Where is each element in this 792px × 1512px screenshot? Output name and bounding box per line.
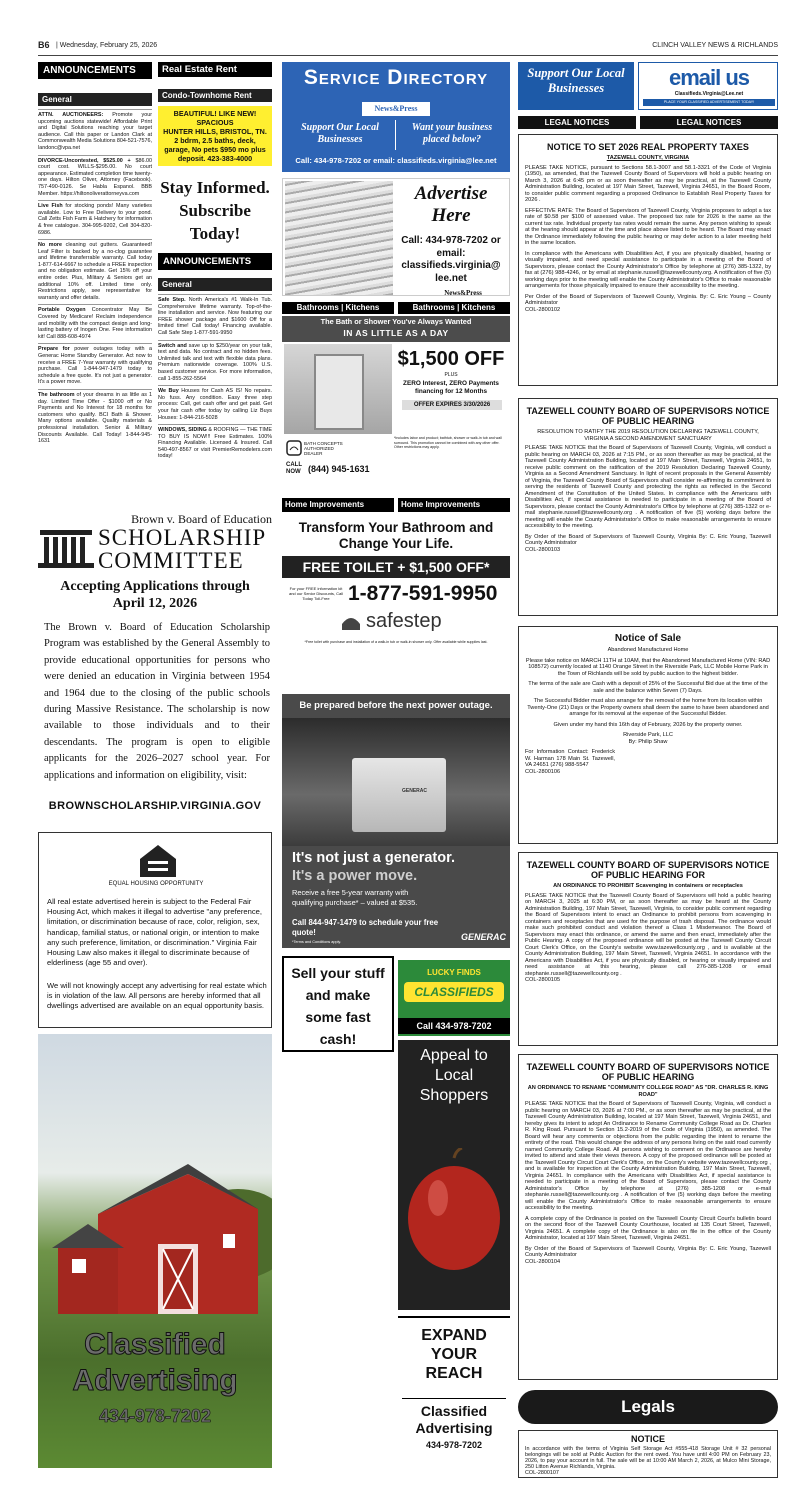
notice-second-amendment bbox=[518, 398, 778, 616]
classifieds-column bbox=[38, 62, 152, 448]
notice-col-number: COL-2800105 bbox=[525, 977, 561, 983]
generac-line1: It's not just a generator. bbox=[292, 850, 455, 866]
stay-line: Stay Informed. bbox=[160, 178, 270, 197]
section-heading: Real Estate Rent bbox=[158, 62, 272, 77]
appeal-text: Appeal to Local Shoppers bbox=[419, 1047, 489, 1104]
housing-text-2: We will not knowingly accept any advertising for real estate which is in violation of the law. All persons are hereby informed that all dwellings advertised are available on an equal opportunity basis. bbox=[47, 981, 267, 1011]
bath-banner bbox=[282, 316, 510, 342]
classified-ad bbox=[38, 200, 152, 236]
expand-line: REACH bbox=[425, 1365, 483, 1382]
directory-right-text: Want your business placed below? bbox=[411, 122, 493, 145]
email-us-box bbox=[638, 62, 778, 110]
notice-paragraph: PLEASE TAKE NOTICE that the Board of Supervisors of Tazewell County, Virginia, will conduct a public hearing on MARCH 03, 2026 at 7:15 PM., or as soon thereafter as may be practical, at the Tazewell County Administration Building, located at 197 Main Street, Tazewell, Virginia 24651, to receive public comment on the ratification of the 2019 Resolution Declaring Tazewell County, Virginia as a Second Amendment Sanctuary. In light of recent proposals in the General Assembly of Virginia, the Tazewell County Board of Supervisors shall consider re-affirming its commitment to serving the residents of Tazewell County and protecting the rights as reflected in the Second Amendment of the Constitution of the United States. In compliance with the Americans with Disabilities Act, if special assistance is needed to participate in a meeting of the Board of Supervisors, please contact the County Administrator's Office by telephone at (276) 385-1322 or e-mail stephanie.russell@tazewellcounty.org . A notification of five (5) working days before the meeting will enable the County Administrator's Office to make reasonable arrangements to ensure accessibility to the meeting. bbox=[525, 445, 771, 529]
service-directory bbox=[282, 62, 510, 172]
bath-fineprint: *Includes labor and product; bathtub, shower or walk-in tub and wall surround. This promotion cannot be combined with any other offer. Other restrictions may apply. bbox=[394, 436, 502, 450]
classified-ad bbox=[38, 155, 152, 198]
safestep-headline: Transform Your Bathroom and Change Your Life. bbox=[298, 520, 494, 551]
equal-housing-logo: EQUAL HOUSING OPPORTUNITY bbox=[108, 881, 204, 887]
classified-ad bbox=[158, 424, 272, 460]
shower-photo bbox=[284, 344, 392, 434]
offer-expires: OFFER EXPIRES 3/30/2026 bbox=[402, 400, 502, 410]
notice-title: TAZEWELL COUNTY BOARD OF SUPERVISORS NOTICE OF PUBLIC HEARING bbox=[526, 406, 770, 426]
appeal-ad bbox=[398, 1040, 510, 1310]
classified-ad bbox=[158, 340, 272, 383]
notice-subtitle: AN ORDINANCE TO PROHIBIT Scavenging in containers or receptacles bbox=[553, 883, 743, 889]
classified-lead: WINDOWS, SIDING bbox=[158, 427, 207, 434]
classified-text: cleaning out gutters. Guaranteed! Leaf Filter is backed by a no-clog guarantee and lifetime transferrable warranty. Call today 1-877-614-6667 to schedule a FREE inspection and no obligation estimate. Get 15% off your entire order. Plus, Military & Seniors get an additional 10% off. Limited time only. Restrictions apply, see representative for warranty and offer details. bbox=[38, 242, 152, 301]
notice-paragraph: EFFECTIVE RATE: The Board of Supervisors of Tazewell County, Virginia proposes to adopt a tax rate of $0.58 per $100 of assessed value. The proposed tax rate for 2026 is the same as the current tax rate. Individual property tax rates would remain the same. Any person wishing to speak at the hearing should appear at the time and place above listed to be heard. The Board may enact the Ordinance immediately following the public hearing or may defer action to a later meeting held in the same location. bbox=[525, 207, 771, 246]
stay-line: Subscribe bbox=[179, 201, 251, 220]
expand-phone[interactable]: 434-978-7202 bbox=[425, 1440, 483, 1450]
news-press-logo: News&Press bbox=[362, 102, 430, 116]
classified-lead: Safe Step. bbox=[158, 297, 186, 303]
bath-tagline-2: IN AS LITTLE AS A DAY bbox=[343, 328, 449, 338]
email-us-brand: email us bbox=[668, 65, 750, 90]
plus-label: PLUS bbox=[444, 372, 458, 378]
classified-lead: ATTN. AUCTIONEERS: bbox=[38, 112, 104, 118]
legal-notices-heading: LEGAL NOTICES bbox=[640, 116, 778, 129]
page-header bbox=[38, 40, 778, 54]
sell-stuff-ad bbox=[282, 956, 394, 1052]
classified-text: power outages today with a Generac Home Standby Generator. Act now to receive a FREE 7-Year warranty with qualifying purchase. Call 1-844-947-1479 today to schedule a free quote. It's not just a generator. It's a power move. bbox=[38, 346, 152, 386]
classified-list bbox=[38, 109, 152, 445]
bath-phone[interactable]: (844) 945-1631 bbox=[308, 464, 370, 474]
notice-scavenging bbox=[518, 852, 778, 1046]
classified-text: Houses for Cash AS IS! No repairs. No fuss. Any condition. Easy three step process: Call, get cash offer and get paid. Get your fair cash offer today by calling Liz Buys Houses: 1-844-216-5028 bbox=[158, 388, 272, 421]
realestate-ad-line: BEAUTIFUL! LIKE NEW! SPACIOUS bbox=[173, 109, 257, 127]
expand-classified: Classified Advertising bbox=[402, 1398, 506, 1437]
subsection-heading: General bbox=[38, 93, 152, 106]
advertise-line: Advertise bbox=[414, 183, 488, 204]
barn-phone[interactable]: 434-978-7202 bbox=[98, 1406, 212, 1426]
scholarship-ad bbox=[38, 512, 272, 822]
equal-housing-icon bbox=[138, 843, 178, 879]
apple-illustration bbox=[404, 1148, 504, 1278]
bath-concepts-ad bbox=[282, 302, 510, 488]
support-text: Support Our Local Businesses bbox=[527, 66, 625, 95]
notice-county: TAZEWELL COUNTY, VIRGINIA bbox=[606, 155, 690, 161]
classified-text: of your dreams in as little as 1 day. Limited Time Offer - $1000 off or No Payments and No Interest for 18 months for customers who qualify. BCI Bath & Shower. Many options available. Quality materials & professional installation. Senior & Military Discounts Available. Call Today! 1-844-945-1631 bbox=[38, 391, 153, 445]
notice-col-number: COL-2800107 bbox=[525, 1470, 559, 1476]
notice-subtitle: RESOLUTION TO RATIFY THE 2019 RESOLUTION DECLARING TAZEWELL COUNTY, VIRGINIA A SECOND AMENDMENT SANCTUARY bbox=[537, 429, 759, 442]
classified-text: & ROOFING — THE TIME TO BUY IS NOW!!! Free Estimates. 100% Financing Available. Licensed & Insured. Call 540-497-8567 or visit PremierRemodelers.com today! bbox=[158, 427, 272, 460]
classified-ad bbox=[38, 389, 152, 445]
publication-name: CLINCH VALLEY NEWS & RICHLANDS bbox=[652, 42, 778, 49]
classified-text: Concentrator May Be Covered by Medicare! Reclaim independence and mobility with the compact design and long-lasting battery of Inogen One. Free information kit! Call 888-608-4974 bbox=[38, 307, 153, 340]
divider bbox=[395, 120, 396, 150]
barn-illustration bbox=[38, 1034, 272, 1468]
classified-ad bbox=[38, 343, 152, 386]
classified-text: $86.00 court cost. WILLS-$295.00. No court appearance. Estimated completion time twenty-one days. Hilton Oliver, Attorney (Facebook). 757-490-0126. Se Habla Espanol. BBB Member. https://hiltonoliverattorneyva.com bbox=[38, 157, 152, 197]
notice-subtitle: AN ORDINANCE TO RENAME "COMMUNITY COLLEGE ROAD" AS "DR. CHARLES R. KING ROAD" bbox=[527, 1085, 769, 1098]
accepting-applications: Accepting Applications through April 12, 2026 bbox=[60, 579, 250, 611]
news-press-logo: News&Press bbox=[444, 289, 482, 297]
notice-paragraph: The terms of the sale are Cash with a deposit of 25% of the Successful Bid due at the time of the sale and the balance within Seven (7) Days. bbox=[528, 681, 768, 694]
legals-banner: Legals bbox=[518, 1390, 778, 1424]
ad-label: Home Improvements bbox=[398, 498, 510, 512]
notice-paragraph: The Successful Bidder must also arrange for the removal of the home from its location within Twenty-One (21) Days or the Property owners shall deem the same to have been abandoned and arrange for its removal at the expense of the Successful Bidder. bbox=[527, 698, 769, 717]
safestep-small: For your FREE information kit and our Senior Discounts, Call Today Toll-Free bbox=[288, 586, 344, 601]
generac-terms: *Terms and Conditions apply. bbox=[292, 940, 342, 944]
notice-paragraph: In accordance with the terms of Virginia Self Storage Act #555-418 Storage Unit # 32 personal belongings will be sold at Public Auction for the rent owed. You have until 4:00 PM on February 23, 2026, to pay your account in full. The sale will be at 10:00 AM March 2, 2026, at Mulco Mini Storage, 250 Litton Avenue Richlands, Virginia. bbox=[525, 1446, 771, 1470]
directory-contact[interactable]: Call: 434-978-7202 or email: classifieds.virginia@lee.net bbox=[295, 156, 497, 165]
subsection-heading: Condo-Townhome Rent bbox=[158, 89, 272, 102]
notice-title: NOTICE TO SET 2026 REAL PROPERTY TAXES bbox=[547, 142, 749, 152]
classified-lead: The bathroom bbox=[38, 391, 75, 398]
classified-ad bbox=[38, 304, 152, 340]
safestep-ad bbox=[282, 498, 510, 690]
support-local-box bbox=[518, 62, 634, 110]
notice-of-sale bbox=[518, 626, 778, 844]
generator-photo bbox=[282, 718, 510, 846]
safestep-brand: safestep bbox=[366, 610, 442, 632]
notice-contact: For Information Contact: Frederick W. Harman 178 Main St. Tazewell, VA 24651 (276) 988-5547 bbox=[525, 749, 615, 768]
notice-col-number: COL-2800103 bbox=[525, 546, 561, 553]
issue-date: | Wednesday, February 25, 2026 bbox=[56, 42, 158, 49]
classified-ad bbox=[158, 294, 272, 337]
stay-informed bbox=[158, 176, 272, 245]
subsection-heading: General bbox=[158, 278, 272, 291]
directory-title: Service Directory bbox=[303, 66, 489, 89]
expand-line: YOUR bbox=[430, 1346, 478, 1363]
expand-line: EXPAND bbox=[421, 1327, 487, 1344]
bath-tagline: The Bath or Shower You've Always Wanted bbox=[320, 317, 472, 326]
safestep-phone[interactable]: 1-877-591-9950 bbox=[348, 582, 498, 605]
section-heading: ANNOUNCEMENTS bbox=[158, 253, 272, 270]
advertise-contact[interactable]: Call: 434-978-7202 or email: classifieds.virginia@ lee.net bbox=[401, 235, 501, 284]
lucky-phone[interactable]: Call 434-978-7202 bbox=[398, 1018, 510, 1034]
generac-ad bbox=[282, 694, 510, 948]
classified-text: Promote your upcoming auctions statewide! Affordable Print and Digital Solutions reaching your target audience. Call this paper or Landon Clark at Commonwealth Media Solutions 804-521-7576, landonc@vpa.net bbox=[38, 112, 153, 151]
notice-title: TAZEWELL COUNTY BOARD OF SUPERVISORS NOTICE OF PUBLIC HEARING FOR bbox=[526, 860, 770, 880]
generac-call[interactable]: Call 844-947-1479 to schedule your free quote! bbox=[292, 918, 439, 937]
notice-paragraph: Please take notice on MARCH 11TH at 10AM, that the Abandoned Manufactured Home (VIN: RAD 108572) currently located at 1140 Orange Street in the Riverside Park, LLC Mobile Home Park in the Town of Richlands will be sold by public auction to the highest bidder. bbox=[525, 657, 771, 677]
columns-icon bbox=[38, 528, 94, 568]
classified-lead: DIVORCE-Uncontested, $525.00 + bbox=[38, 157, 131, 164]
notice-paragraph: A complete copy of the Ordinance is posted on the Tazewell County Circuit Court's bulletin board on the second floor of the Tazewell County Courthouse, located at 135 Court Street, Tazewell, Virginia 24651. A complete copy of the Ordinance is also on file in the office of the County Administrator, located at 197 Main Street, Tazewell, Virginia 24651. bbox=[525, 1215, 771, 1241]
notice-title: Notice of Sale bbox=[614, 633, 682, 644]
notice-signature: By: Philip Shaw bbox=[628, 738, 668, 745]
section-heading: ANNOUNCEMENTS bbox=[38, 62, 152, 79]
generac-offer: Receive a free 5-year warranty with qualifying purchase* – valued at $535. bbox=[292, 888, 418, 907]
notice-paragraph: PLEASE TAKE NOTICE that the Tazewell County Board of Supervisors will hold a public hearing on MARCH 3, 2025 at 6:30 PM, or as soon thereafter as may be heard at the County Administration Building, 197 Main Street, Tazewell, Virginia, to consider public comment regarding the Board of Supervisors intent to enact an Ordinance to prohibit persons from scavenging in containers and receptacles that are used for the purpose of trash disposal. The ordinance would make such prohibited conduct and violation thereof a Class 1 Misdemeanor. The Board of Supervisors may enact this ordinance, or amend the same and then enact, immediately after the Public Hearing. A copy of the proposed ordinance will be posted at the Tazewell County Circuit Court Clerk's Office, on the County's website www.tazewellcounty.org , and is available at the County Administration Building, 197 Main Street, Tazewell, Virginia 24651. In accordance with the Americans with Disabilities Act, if you are physically disabled, or hearing or visually impaired and need assistance at this hearing, please call 276-385-1208 or email stephanie.russell@tazewellcounty.org . bbox=[525, 892, 771, 977]
lucky-finds-ad bbox=[398, 960, 510, 1036]
classified-ad bbox=[38, 239, 152, 301]
scholarship-org: Brown v. Board of Education bbox=[131, 512, 272, 526]
advertising-headline: Advertising bbox=[72, 1364, 238, 1397]
scholarship-body: The Brown v. Board of Education Scholarship Program was established by the General Assembly to provide educational opportunities for persons who were denied an education in Virginia between 1954 and 1964 due to the closing of the public schools during Massive Resistance. The scholarship is now available to those individuals and to their descendants. The program is open to eligible applicants for the 2026–2027 school year. For applications and information on eligibility, visit: bbox=[44, 622, 270, 781]
safestep-offer: FREE TOILET + $1,500 OFF* bbox=[282, 556, 510, 578]
notice-signature: Riverside Park, LLC bbox=[623, 732, 673, 738]
classified-lead: Live Fish bbox=[38, 203, 63, 210]
scholarship-title: SCHOLARSHIP bbox=[98, 525, 267, 550]
sell-text: Sell your stuff and make some fast cash! bbox=[291, 965, 385, 1047]
notice-col-number: COL-2800106 bbox=[525, 768, 561, 775]
header-rule bbox=[38, 55, 778, 56]
classified-barn-ad bbox=[38, 1034, 272, 1468]
notice-paragraph: In compliance with the Americans with Disabilities Act, if you are physically disabled, hearing or visually impaired, and need special assistance to participate in a meeting of the Board of Supervisors, please contact the County Administrator's Office by telephone at (276) 385-1322, by fax at (276) 988-4246, or by email at stephanie.russell@tazewellcounty.org. A notification of five (5) working days prior to the meeting will enable the County Administrator's Office to make reasonable arrangements for those physically impaired to ensure their accessibility to the meeting. bbox=[525, 250, 771, 289]
realestate-column bbox=[158, 62, 272, 463]
dealer-badge: BATH CONCEPTS AUTHORIZED DEALER bbox=[304, 441, 343, 456]
classified-list bbox=[158, 294, 272, 460]
bath-price: $1,500 OFF bbox=[397, 348, 505, 370]
notice-paragraph: PLEASE TAKE NOTICE that the Board of Supervisors of Tazewell County, Virginia, will conduct a public hearing on MARCH 03, 2026 at 7:00 PM., or as soon thereafter as may be practical, at the Tazewell County Administration Building, located at 197 Main Street, Tazewell, Virginia 24651, and hereby gives its intent to adopt An Ordinance to Rename Community College Road as Dr. Charles R. King Road. Pursuant to Section 15.2-2019 of the Code of Virginia (1950), as amended. The Board will hear any comments or objections from the public regarding the intent to rename the entirety of the road. This would change the address of any persons living on the said road currently named Community College Road. All persons wishing to comment on the Ordinance are hereby invited to attend and state their views thereon. A copy of the proposed ordinance will be posted at the Tazewell County Circuit Court Clerk's Office, on the County's website www.tazewellcounty.org , and is available for inspection at the County Administration Building, 197 Main Street, Tazewell, Virginia 24651. In compliance with the Americans with Disabilities Act, if special assistance is needed to participate in a meeting of the Board of Supervisors, please contact the County Administrator's Office by telephone at (276) 385-1208 or e-mail stephanie.russell@tazewellcounty.org . A notification of five (5) working days before the meeting will enable the County Administrator's Office to make reasonable arrangements to ensure accessibility to the meeting. bbox=[525, 1101, 771, 1211]
bath-financing: ZERO Interest, ZERO Payments financing for 12 Months bbox=[403, 380, 499, 395]
generac-line2: It's a power move. bbox=[292, 868, 418, 884]
generator-label: GENERAC bbox=[402, 788, 428, 794]
classified-text: for stocking ponds! Many varieties available. Low to Free Delivery to your pond. Call Zetts Fish Farm & Hatchery for information & free catalogue. 304-995-9202, Cell 304-820-6986. bbox=[38, 203, 152, 236]
notice-storage-auction bbox=[518, 1430, 778, 1478]
directory-left-text: Support Our Local Businesses bbox=[301, 122, 379, 145]
classified-lead: Switch and bbox=[158, 342, 187, 349]
page-number: B6 bbox=[38, 40, 50, 50]
call-now: CALL NOW bbox=[286, 462, 302, 475]
realestate-ad bbox=[158, 106, 272, 166]
classified-lead: Prepare for bbox=[38, 346, 70, 353]
classified-ad bbox=[158, 385, 272, 421]
safestep-logo-icon bbox=[340, 614, 362, 632]
classified-lead: No more bbox=[38, 242, 62, 249]
generac-head: Be prepared before the next power outage. bbox=[299, 700, 493, 711]
ad-label: Bathrooms | Kitchens bbox=[282, 302, 394, 314]
notice-signature: Per Order of the Board of Supervisors of Tazewell County, Virginia. By: C. Eric Young – County Administrator bbox=[525, 293, 771, 306]
classifieds-logo: CLASSIFIEDS bbox=[404, 982, 504, 1002]
email-address[interactable]: Classifieds.Virginia@Lee.net bbox=[674, 91, 744, 97]
email-tagline: PLACE YOUR CLASSIFIED ADVERTISEMENT TODAY! bbox=[643, 99, 775, 106]
expand-text bbox=[398, 1326, 510, 1383]
classified-text: save up to $250/year on your talk, text and data. No contract and no hidden fees. Unlimited talk and text with flexible data plans. Premium nationwide coverage. 100% U.S. based customer service. For more information, call 1-855-262-5564 bbox=[158, 342, 272, 382]
here-line: Here bbox=[431, 205, 471, 226]
notice-paragraph: Given under my hand this 16th day of February, 2026 by the property owner. bbox=[553, 721, 743, 728]
notice-signature: By Order of the Board of Supervisors of Tazewell County, Virginia By: C. Eric Young, Tazewell County Administrator bbox=[525, 533, 771, 546]
classified-ad bbox=[38, 109, 152, 152]
lucky-finds-title: LUCKY FINDS bbox=[427, 968, 481, 977]
notice-paragraph: PLEASE TAKE NOTICE, pursuant to Sections 58.1-3007 and 58.1-3321 of the Code of Virginia (1950), as amended, that the Tazewell County Board of Supervisors will hold a public hearing on March 3, 2026 at 6:45 pm or as soon thereafter as may be practical, at the Tazewell County Administration Building, located at 197 Main Street, Tazewell, Virginia 24651, in the Board Room, to consider public comment regarding a proposed Ordinance to Establish Real Property Taxes for 2026 . bbox=[525, 164, 771, 203]
scholarship-url[interactable]: BROWNSCHOLARSHIP.VIRGINIA.GOV bbox=[48, 800, 262, 812]
safestep-fineprint: *Free toilet with purchase and installation of a walk-in tub or walk-in shower only. Offer available while supplies last. bbox=[304, 640, 488, 644]
notice-col-number: COL-2800104 bbox=[525, 1258, 561, 1265]
classified-lead: Portable Oxygen bbox=[38, 307, 86, 314]
scholarship-title: COMMITTEE bbox=[98, 548, 244, 573]
notice-title: TAZEWELL COUNTY BOARD OF SUPERVISORS NOTICE OF PUBLIC HEARING bbox=[526, 1062, 770, 1082]
advertise-here-ad bbox=[282, 178, 510, 296]
realestate-ad-line: HUNTER HILLS, BRISTOL, TN. 2 bdrm, 2.5 baths, deck, garage, No pets $950 mo plus deposit. 423-383-4000 bbox=[163, 127, 267, 163]
notice-signature: By Order of the Board of Supervisors of Tazewell County, Virginia By: C. Eric Young, Tazewell County Administrator bbox=[525, 1245, 771, 1258]
ad-label: Bathrooms | Kitchens bbox=[398, 302, 510, 314]
classified-lead: We Buy bbox=[158, 388, 179, 395]
notice-title: NOTICE bbox=[630, 1434, 665, 1444]
notice-subtitle: Abandoned Manufactured Home bbox=[607, 647, 689, 653]
classified-headline: Classified bbox=[84, 1328, 226, 1361]
equal-housing-ad bbox=[38, 832, 272, 1028]
housing-text: All real estate advertised herein is subject to the Federal Fair Housing Act, which makes it illegal to advertise "any preference, limitation, or discrimination because of race, color, religion, sex, handicap, familial status, or national origin, or intention to make any such preference, limitation, or discrimination." Virginia Fair Housing Law also makes it illegal to discriminate because of elderliness (age 55 and over). bbox=[47, 897, 263, 968]
expand-reach-ad bbox=[398, 1316, 510, 1466]
stay-line: Today! bbox=[189, 224, 241, 243]
bath-concepts-logo-icon bbox=[286, 440, 302, 456]
newspaper-photo bbox=[285, 181, 393, 295]
notice-col-number: COL-2800102 bbox=[525, 306, 561, 313]
generac-brand: GENERAC bbox=[460, 932, 506, 942]
legal-notices-heading: LEGAL NOTICES bbox=[518, 116, 636, 129]
classified-text: North America's #1 Walk-In Tub. Comprehensive lifetime warranty. Top-of-the-line installation and service. Now featuring our FREE shower package and $1600 Off for a limited time! Call today! Financing available. Call Safe Step 1-877-591-9950 bbox=[158, 297, 272, 336]
notice-tax-rates bbox=[518, 134, 778, 386]
notice-rename-road bbox=[518, 1054, 778, 1380]
ad-label: Home Improvements bbox=[282, 498, 394, 512]
